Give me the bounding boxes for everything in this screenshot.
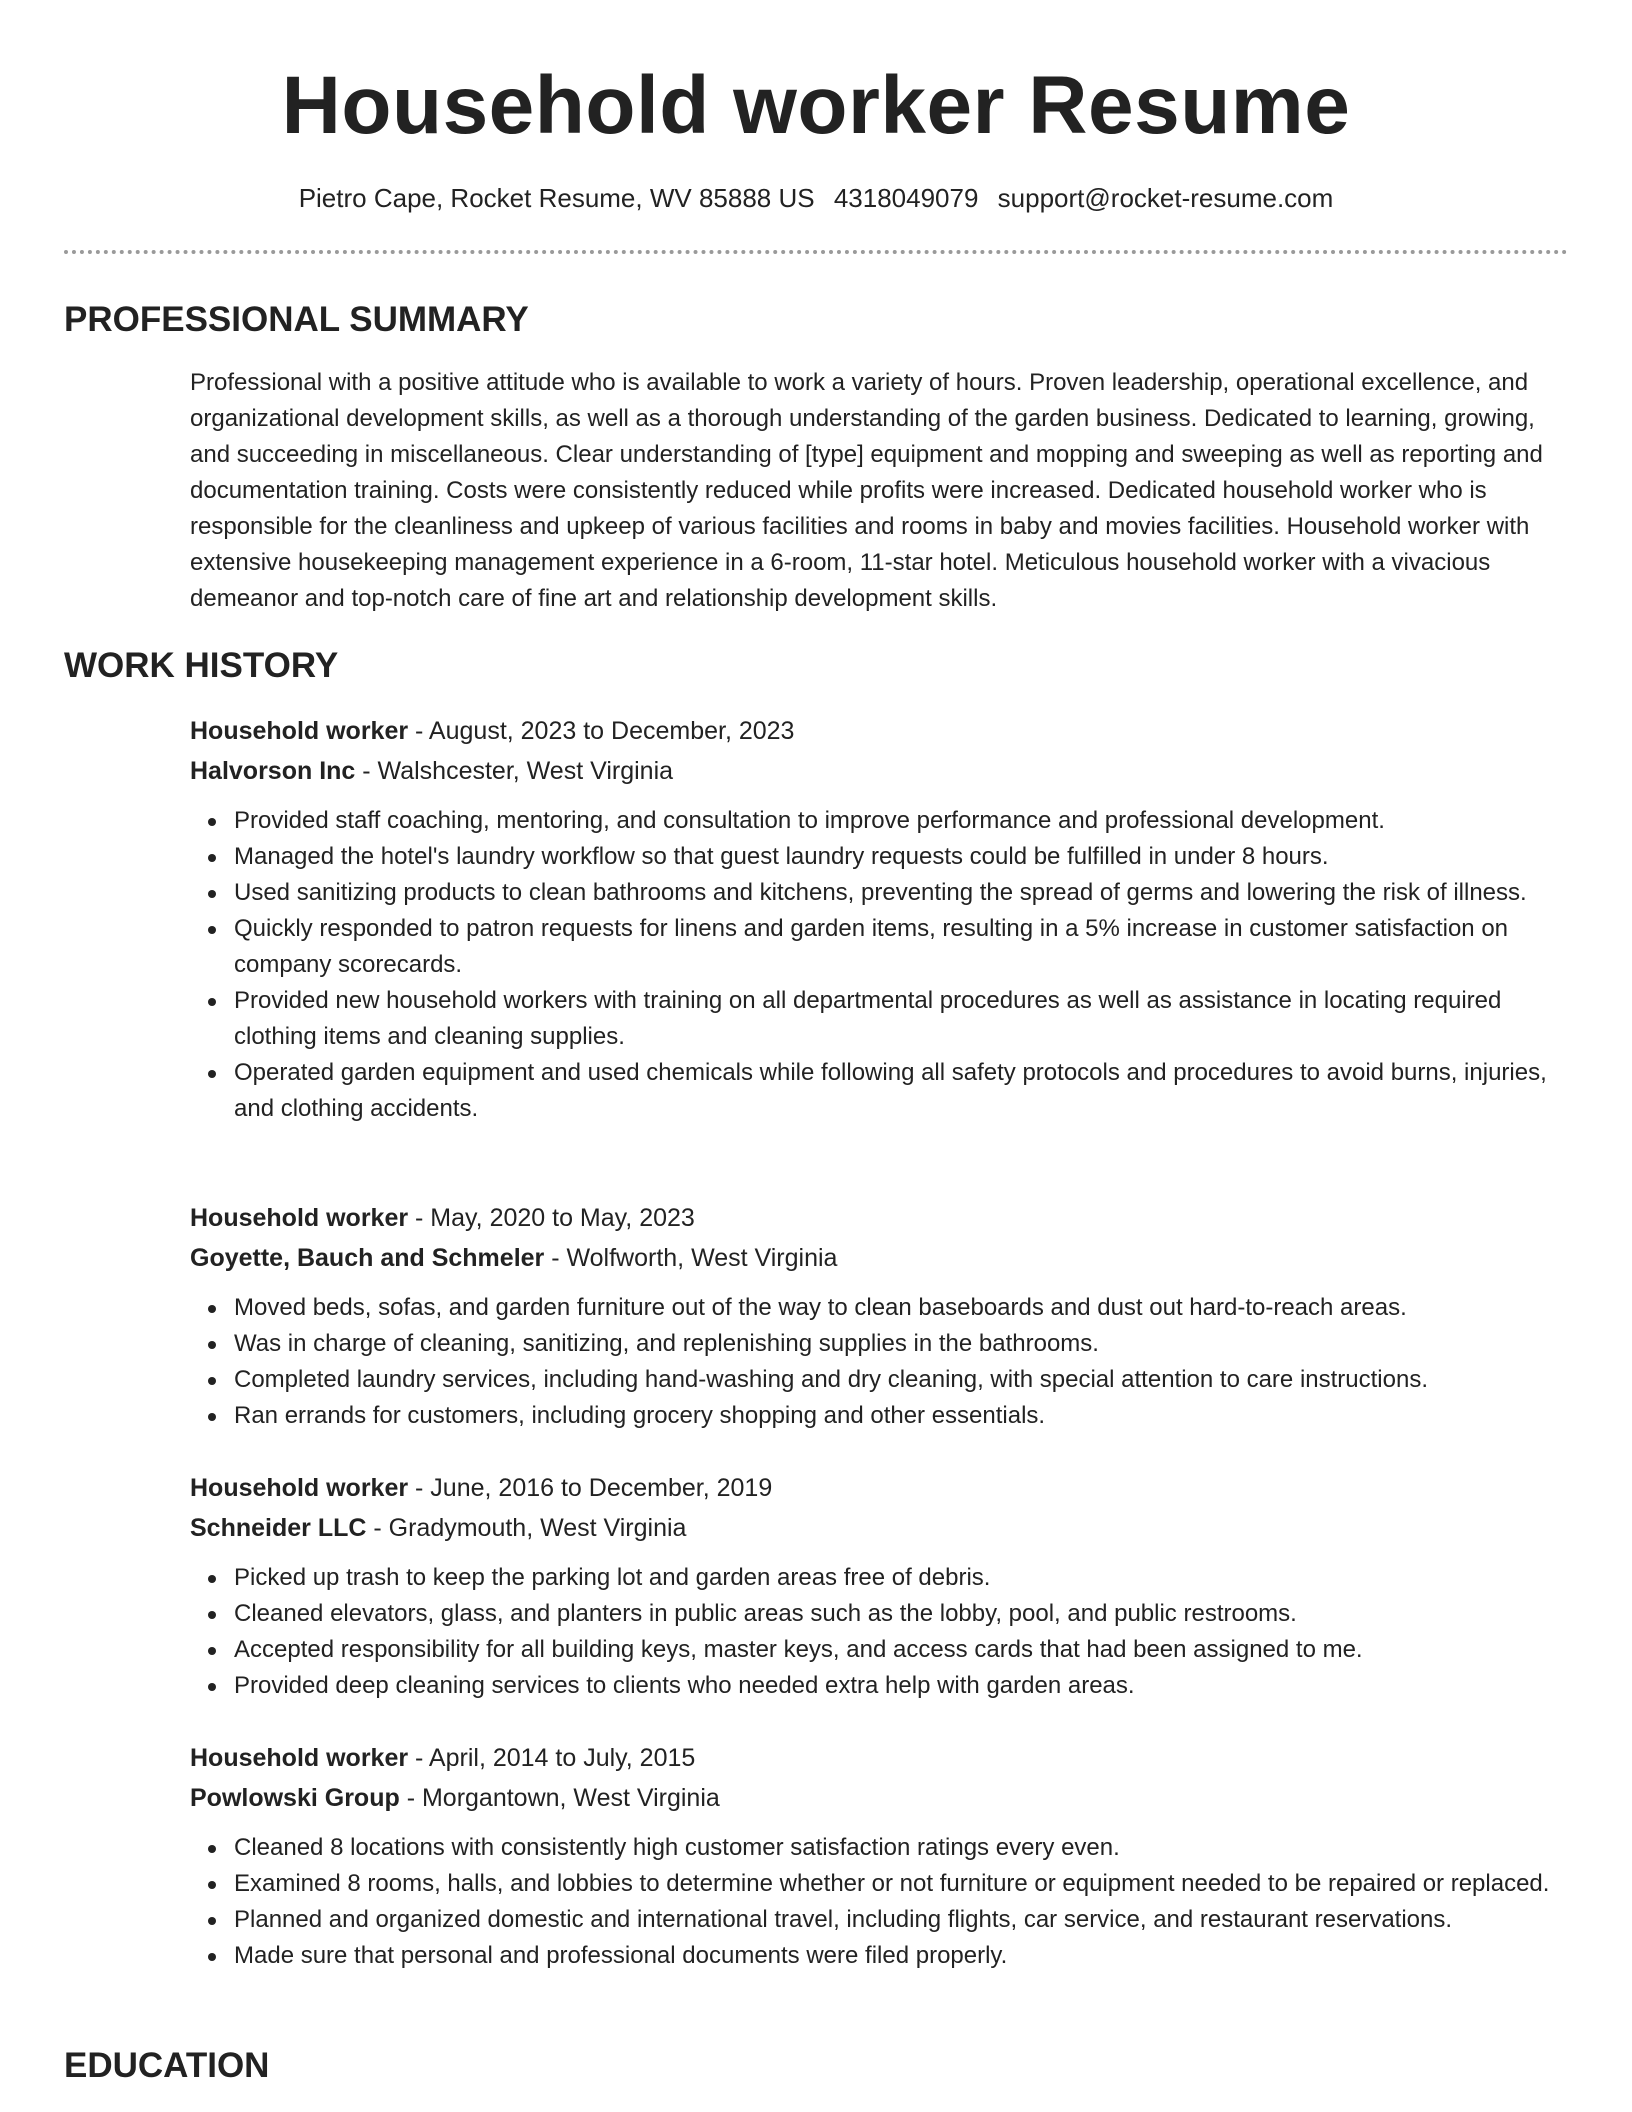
job-company: Halvorson Inc [190,757,356,785]
job-entry [190,1468,1570,1704]
contact-phone: 4318049079 [833,183,979,213]
job-title-line [190,1468,1570,1508]
job-location: - Morgantown, West Virginia [399,1784,720,1812]
job-entry [190,711,1570,1127]
job-bullet: Made sure that personal and professional documents were filed properly. [234,1938,1570,1974]
job-bullet: Provided new household workers with training on all departmental procedures as well as assistance in locating required clothing items and cleaning supplies. [234,983,1570,1055]
job-bullet: Quickly responded to patron requests for linens and garden items, resulting in a 5% increase in customer satisfaction on company scorecards. [234,911,1570,983]
job-company-line [190,1778,1570,1818]
job-location: - Walshcester, West Virginia [355,757,674,785]
job-bullet: Completed laundry services, including hand-washing and dry cleaning, with special attention to care instructions. [234,1362,1570,1398]
job-entry [190,1198,1570,1434]
job-bullet: Provided deep cleaning services to clients who needed extra help with garden areas. [234,1668,1570,1704]
job-bullet: Ran errands for customers, including grocery shopping and other essentials. [234,1398,1570,1434]
job-bullet: Picked up trash to keep the parking lot and garden areas free of debris. [234,1560,1570,1596]
education-heading: EDUCATION [64,2046,270,2085]
job-title-line [190,711,1570,751]
job-title: Household worker [190,717,409,745]
resume-title: Household worker Resume [281,60,1351,151]
job-bullet: Planned and organized domestic and international travel, including flights, car service, and restaurant reservations. [234,1902,1570,1938]
job-company-line [190,751,1570,791]
job-entry [190,1738,1570,1974]
job-location: - Gradymouth, West Virginia [366,1514,687,1542]
contact-address: Pietro Cape, Rocket Resume, WV 85888 US [298,183,815,213]
job-bullet: Used sanitizing products to clean bathrooms and kitchens, preventing the spread of germs and lowering the risk of illness. [234,875,1570,911]
contact-line [64,180,1568,216]
job-location: - Wolfworth, West Virginia [544,1244,838,1272]
header-divider [64,250,1568,254]
job-title: Household worker [190,1744,409,1772]
job-title: Household worker [190,1474,409,1502]
job-bullets [190,1290,1570,1434]
job-dates: - June, 2016 to December, 2019 [408,1474,773,1502]
job-company-line [190,1508,1570,1548]
job-title: Household worker [190,1204,409,1232]
job-dates: - April, 2014 to July, 2015 [408,1744,696,1772]
job-bullet: Operated garden equipment and used chemicals while following all safety protocols and procedures to avoid burns, injuries, and clothing accidents. [234,1055,1570,1127]
work-history-heading: WORK HISTORY [64,646,339,685]
contact-email: support@rocket-resume.com [997,183,1334,213]
job-bullets [190,803,1570,1127]
job-bullet: Cleaned elevators, glass, and planters in public areas such as the lobby, pool, and public restrooms. [234,1596,1570,1632]
job-bullet: Moved beds, sofas, and garden furniture out of the way to clean baseboards and dust out hard-to-reach areas. [234,1290,1570,1326]
job-title-line [190,1738,1570,1778]
job-title-line [190,1198,1570,1238]
summary-heading: PROFESSIONAL SUMMARY [64,300,529,339]
summary-section [190,365,1570,617]
job-company-line [190,1238,1570,1278]
job-bullets [190,1830,1570,1974]
job-company: Goyette, Bauch and Schmeler [190,1244,545,1272]
job-dates: - August, 2023 to December, 2023 [408,717,795,745]
job-bullet: Accepted responsibility for all building keys, master keys, and access cards that had been assigned to me. [234,1632,1570,1668]
job-company: Schneider LLC [190,1514,367,1542]
job-bullet: Cleaned 8 locations with consistently high customer satisfaction ratings every even. [234,1830,1570,1866]
job-bullet: Managed the hotel's laundry workflow so that guest laundry requests could be fulfilled in under 8 hours. [234,839,1570,875]
job-bullets [190,1560,1570,1704]
job-company: Powlowski Group [190,1784,400,1812]
summary-text: Professional with a positive attitude who is available to work a variety of hours. Proven leadership, operational excellence, and organizational development skills, as well as a thorough understanding of the garden business. Dedicated to learning, growing, and succeeding in miscellaneous. Clear understanding of [type] equipment and mopping and sweeping as well as reporting and documentation training. Costs were consistently reduced while profits were increased. Dedicated household worker who is responsible for the cleanliness and upkeep of various facilities and rooms in baby and movies facilities. Household worker with extensive housekeeping management experience in a 6-room, 11-star hotel. Meticulous household worker with a vivacious demeanor and top-notch care of fine art and relationship development skills. [190,369,1543,612]
job-bullet: Provided staff coaching, mentoring, and consultation to improve performance and professional development. [234,803,1570,839]
job-bullet: Was in charge of cleaning, sanitizing, and replenishing supplies in the bathrooms. [234,1326,1570,1362]
job-bullet: Examined 8 rooms, halls, and lobbies to determine whether or not furniture or equipment needed to be repaired or replaced. [234,1866,1570,1902]
job-dates: - May, 2020 to May, 2023 [408,1204,695,1232]
